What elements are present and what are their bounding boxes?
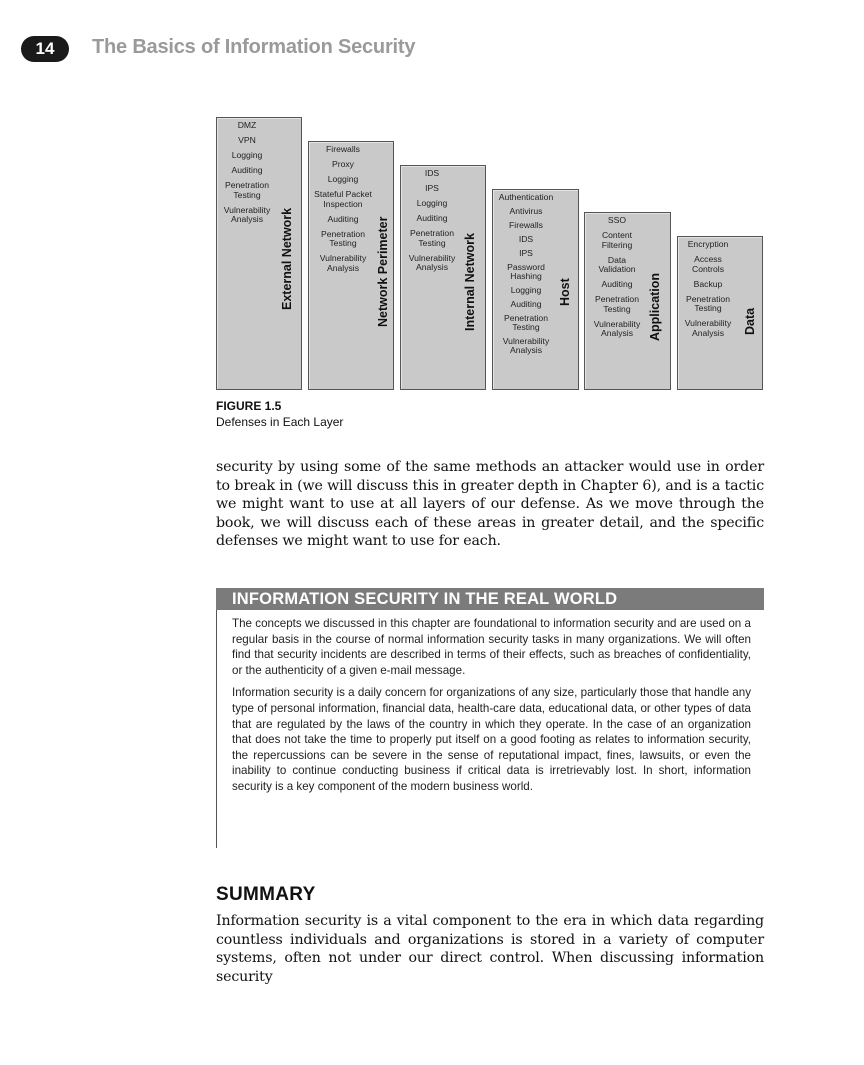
layer-application xyxy=(584,212,671,390)
layer-item: SSO xyxy=(607,215,627,225)
layer-item: Stateful Packet Inspection xyxy=(314,189,372,209)
layer-item: Proxy xyxy=(332,159,354,169)
sidebar-paragraph: The concepts we discussed in this chapter are foundational to information security and are used on a regular basis in the course of normal information security tasks in many organizations. We will often find that security incidents are described in terms of their effects, such as breaches of confidentiality, or the authenticity of a given e-mail message. xyxy=(232,617,751,677)
layer-item: Firewalls xyxy=(509,220,543,230)
layer-item: Content Filtering xyxy=(601,230,633,250)
layer-item: Penetration Testing xyxy=(321,228,365,248)
layer-label: Internal Network xyxy=(463,233,477,331)
layer-items xyxy=(680,240,736,344)
sidebar-rule xyxy=(216,610,217,848)
layer-item: Vulnerability Analysis xyxy=(502,336,550,355)
summary-heading: SUMMARY xyxy=(216,884,316,905)
figure-caption-label: FIGURE 1.5 xyxy=(216,399,282,413)
layer-internal-network xyxy=(400,165,486,390)
sidebar-body xyxy=(232,616,751,802)
layer-label: Network Perimeter xyxy=(376,216,390,327)
layer-label: Host xyxy=(558,278,572,306)
layer-item: Auditing xyxy=(327,213,359,224)
layer-item: DMZ xyxy=(237,120,257,130)
layer-host xyxy=(492,189,579,390)
layer-items xyxy=(495,193,557,360)
sidebar-paragraph: Information security is a daily concern for organizations of any size, particularly those that handle any type of personal information, financial data, health-care data, educational data, or other types of data that are regulated by the laws of the country in which they operate. In the case of an organization that does not take the time to properly put itself on a good footing as relates to information security, the repercussions can be severe in the sense of reputational impact, fines, lawsuits, or even the inability to continue conducting business if critical data is irretrievably lost. In short, information security is a key component of the modern business world. xyxy=(232,686,751,793)
layer-item: Vulnerability Analysis xyxy=(223,204,271,224)
layer-item: IPS xyxy=(519,248,533,258)
layer-item: Vulnerability Analysis xyxy=(684,318,732,338)
layer-item: Logging xyxy=(327,174,359,184)
layer-items xyxy=(403,169,461,278)
sidebar-title: INFORMATION SECURITY IN THE REAL WORLD xyxy=(216,588,764,610)
running-title: The Basics of Information Security xyxy=(92,36,416,58)
page-number: 14 xyxy=(35,39,55,58)
layer-network-perimeter xyxy=(308,141,394,390)
layer-item: Antivirus xyxy=(509,206,543,216)
page-number-badge xyxy=(21,36,69,62)
layer-item: Auditing xyxy=(601,279,633,289)
layer-item: Penetration Testing xyxy=(504,313,548,332)
layer-item: Logging xyxy=(510,285,542,295)
figure-caption-text: Defenses in Each Layer xyxy=(216,415,344,429)
layer-label: Application xyxy=(648,272,662,341)
layer-item: Backup xyxy=(693,278,723,289)
layer-item: Auditing xyxy=(510,299,542,309)
layer-item: Access Controls xyxy=(692,254,724,274)
layer-item: IDS xyxy=(518,234,534,244)
layer-item: Encryption xyxy=(687,239,729,249)
layer-item: Vulnerability Analysis xyxy=(408,252,456,272)
layer-item: IDS xyxy=(424,168,440,178)
layer-item: Vulnerability Analysis xyxy=(593,318,641,338)
layer-item: Logging xyxy=(416,198,448,208)
layer-items xyxy=(587,216,647,344)
layer-item: Data Validation xyxy=(598,254,636,274)
layer-item: Auditing xyxy=(416,213,448,223)
layer-item: Penetration Testing xyxy=(686,293,730,313)
real-world-sidebar xyxy=(216,588,764,850)
layer-label: Data xyxy=(743,307,757,335)
layer-item: Auditing xyxy=(231,165,263,175)
layer-item: Penetration Testing xyxy=(225,180,269,200)
layer-item: IPS xyxy=(425,183,439,193)
layer-item: Vulnerability Analysis xyxy=(319,253,367,273)
layer-item: Password Hashing xyxy=(507,262,545,281)
body-paragraph: security by using some of the same methods an attacker would use in order to break in (we will discuss this in greater depth in Chapter 6), and is a tactic we might want to use at all layers of our defense. As we move through the book, we will discuss each of these areas in greater detail, and the specific defenses we might want to use for each. xyxy=(216,459,764,549)
layer-item: Logging xyxy=(231,150,263,160)
layer-label: External Network xyxy=(280,207,294,310)
layer-data xyxy=(677,236,763,390)
layer-item: Authentication xyxy=(498,192,554,202)
layer-item: Firewalls xyxy=(326,144,360,154)
layer-items xyxy=(311,145,375,279)
layer-item: Penetration Testing xyxy=(595,294,639,314)
layer-items xyxy=(219,121,275,230)
layer-item: VPN xyxy=(238,135,256,145)
layer-item: Penetration Testing xyxy=(410,228,454,248)
layer-external-network xyxy=(216,117,302,390)
summary-paragraph: Information security is a vital component to the era in which data regarding countless individuals and organizations is stored in a variety of computer systems, often not under our direct control. When discussing information security xyxy=(216,913,764,985)
